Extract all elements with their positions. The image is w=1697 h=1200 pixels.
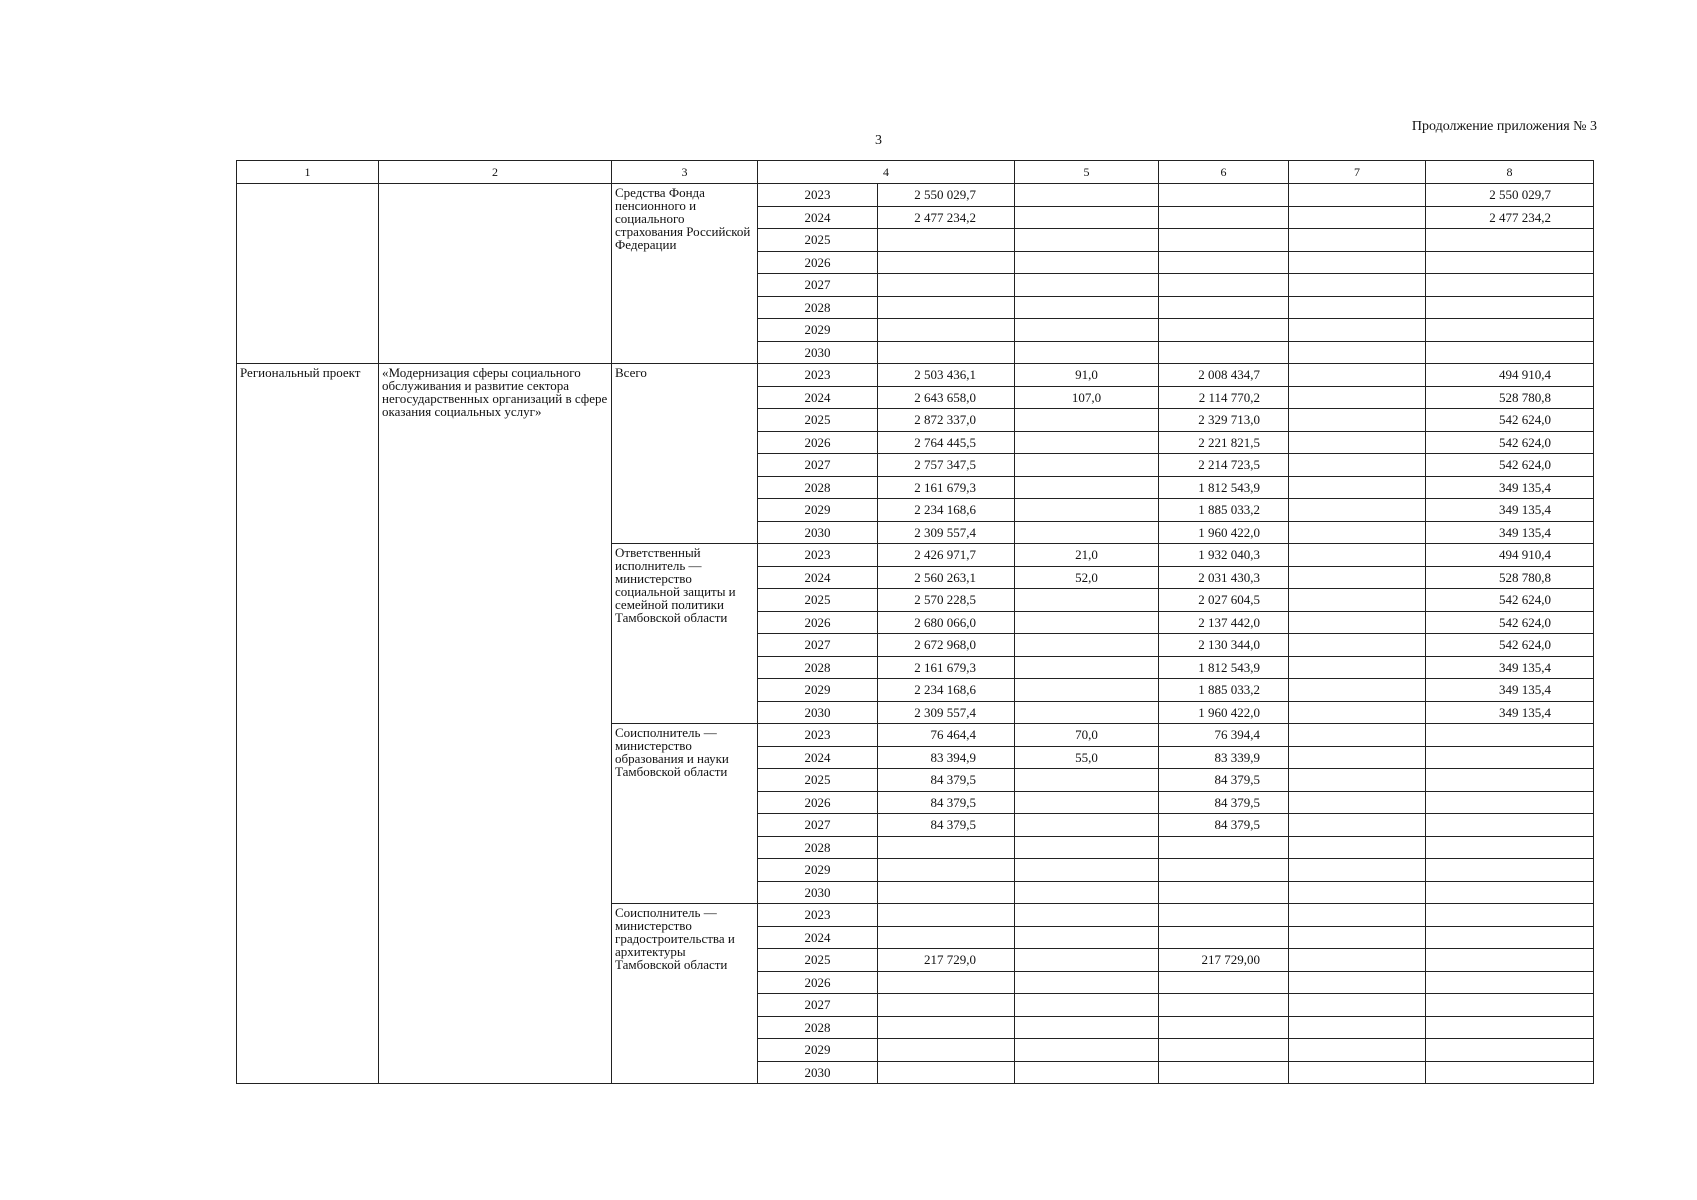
col6-cell: 83 339,9: [1159, 746, 1289, 769]
funding-source-cell: Ответственный исполнитель — министерство социальной защиты и семейной политики Тамбовской области: [612, 544, 758, 724]
col6-cell: 84 379,5: [1159, 769, 1289, 792]
col8-cell: 542 624,0: [1426, 431, 1594, 454]
col5-cell: [1015, 949, 1159, 972]
total-cell: [878, 251, 1015, 274]
year-cell: 2024: [758, 566, 878, 589]
appendix-continuation-heading: Продолжение приложения № 3: [1411, 119, 1597, 134]
col8-cell: 349 135,4: [1426, 656, 1594, 679]
col8-cell: [1426, 274, 1594, 297]
year-cell: 2028: [758, 296, 878, 319]
col7-cell: [1289, 814, 1426, 837]
col8-cell: [1426, 1039, 1594, 1062]
col5-cell: [1015, 859, 1159, 882]
year-cell: 2027: [758, 994, 878, 1017]
year-cell: 2029: [758, 1039, 878, 1062]
total-cell: 2 680 066,0: [878, 611, 1015, 634]
total-cell: 2 872 337,0: [878, 409, 1015, 432]
col7-cell: [1289, 184, 1426, 207]
row-type-cell: Региональный проект: [237, 364, 379, 1084]
col8-cell: 2 477 234,2: [1426, 206, 1594, 229]
col5-cell: [1015, 251, 1159, 274]
col6-cell: [1159, 1061, 1289, 1084]
col8-cell: [1426, 746, 1594, 769]
col5-cell: [1015, 1061, 1159, 1084]
col7-cell: [1289, 724, 1426, 747]
col-header-4: 4: [758, 161, 1015, 184]
col7-cell: [1289, 431, 1426, 454]
column-number-row: [237, 161, 1594, 184]
col8-cell: [1426, 881, 1594, 904]
col5-cell: [1015, 319, 1159, 342]
year-cell: 2029: [758, 499, 878, 522]
year-cell: 2029: [758, 859, 878, 882]
col5-cell: [1015, 814, 1159, 837]
year-cell: 2025: [758, 949, 878, 972]
col5-cell: [1015, 971, 1159, 994]
col5-cell: 55,0: [1015, 746, 1159, 769]
col8-cell: [1426, 994, 1594, 1017]
year-cell: 2028: [758, 656, 878, 679]
col-header-1: 1: [237, 161, 379, 184]
col6-cell: 2 130 344,0: [1159, 634, 1289, 657]
col6-cell: [1159, 319, 1289, 342]
col8-cell: 528 780,8: [1426, 566, 1594, 589]
col7-cell: [1289, 949, 1426, 972]
total-cell: 2 161 679,3: [878, 656, 1015, 679]
col7-cell: [1289, 454, 1426, 477]
col8-cell: [1426, 859, 1594, 882]
funding-source-cell: Соисполнитель — министерство градостроительства и архитектуры Тамбовской области: [612, 904, 758, 1084]
col8-cell: 494 910,4: [1426, 544, 1594, 567]
col5-cell: [1015, 409, 1159, 432]
col6-cell: 1 885 033,2: [1159, 679, 1289, 702]
col5-cell: [1015, 926, 1159, 949]
total-cell: 2 503 436,1: [878, 364, 1015, 387]
col6-cell: 2 031 430,3: [1159, 566, 1289, 589]
col5-cell: [1015, 791, 1159, 814]
col8-cell: 349 135,4: [1426, 679, 1594, 702]
total-cell: [878, 971, 1015, 994]
col6-cell: 1 812 543,9: [1159, 656, 1289, 679]
col6-cell: [1159, 926, 1289, 949]
col-header-6: 6: [1159, 161, 1289, 184]
total-cell: [878, 904, 1015, 927]
col7-cell: [1289, 566, 1426, 589]
col8-cell: 542 624,0: [1426, 454, 1594, 477]
total-cell: [878, 1039, 1015, 1062]
total-cell: [878, 1061, 1015, 1084]
year-cell: 2028: [758, 1016, 878, 1039]
col8-cell: 542 624,0: [1426, 611, 1594, 634]
col8-cell: 542 624,0: [1426, 589, 1594, 612]
col5-cell: [1015, 499, 1159, 522]
col8-cell: [1426, 769, 1594, 792]
col5-cell: [1015, 296, 1159, 319]
col8-cell: 349 135,4: [1426, 701, 1594, 724]
col5-cell: [1015, 634, 1159, 657]
col7-cell: [1289, 274, 1426, 297]
year-cell: 2024: [758, 926, 878, 949]
col7-cell: [1289, 971, 1426, 994]
col5-cell: [1015, 1016, 1159, 1039]
col5-cell: [1015, 881, 1159, 904]
col8-cell: [1426, 296, 1594, 319]
total-cell: [878, 859, 1015, 882]
total-cell: 2 309 557,4: [878, 521, 1015, 544]
total-cell: 2 309 557,4: [878, 701, 1015, 724]
year-cell: 2023: [758, 364, 878, 387]
col7-cell: [1289, 881, 1426, 904]
col5-cell: [1015, 274, 1159, 297]
col7-cell: [1289, 701, 1426, 724]
total-cell: [878, 926, 1015, 949]
col8-cell: 542 624,0: [1426, 634, 1594, 657]
col5-cell: [1015, 994, 1159, 1017]
col8-cell: 2 550 029,7: [1426, 184, 1594, 207]
col7-cell: [1289, 364, 1426, 387]
year-cell: 2028: [758, 836, 878, 859]
total-cell: 2 426 971,7: [878, 544, 1015, 567]
col6-cell: 2 137 442,0: [1159, 611, 1289, 634]
col7-cell: [1289, 634, 1426, 657]
page-number: 3: [875, 133, 882, 148]
total-cell: [878, 881, 1015, 904]
col6-cell: [1159, 206, 1289, 229]
year-cell: 2027: [758, 454, 878, 477]
total-cell: 2 560 263,1: [878, 566, 1015, 589]
col6-cell: [1159, 229, 1289, 252]
col5-cell: [1015, 206, 1159, 229]
col-header-8: 8: [1426, 161, 1594, 184]
col8-cell: [1426, 1061, 1594, 1084]
col6-cell: [1159, 296, 1289, 319]
col7-cell: [1289, 836, 1426, 859]
col8-cell: 542 624,0: [1426, 409, 1594, 432]
year-cell: 2024: [758, 206, 878, 229]
year-cell: 2030: [758, 1061, 878, 1084]
col6-cell: 2 114 770,2: [1159, 386, 1289, 409]
total-cell: [878, 296, 1015, 319]
col5-cell: [1015, 836, 1159, 859]
total-cell: 83 394,9: [878, 746, 1015, 769]
row-name-cell: [379, 184, 612, 364]
total-cell: [878, 229, 1015, 252]
year-cell: 2028: [758, 476, 878, 499]
col7-cell: [1289, 341, 1426, 364]
col8-cell: [1426, 814, 1594, 837]
col6-cell: [1159, 1016, 1289, 1039]
year-cell: 2027: [758, 634, 878, 657]
col7-cell: [1289, 206, 1426, 229]
col5-cell: [1015, 611, 1159, 634]
year-cell: 2027: [758, 814, 878, 837]
col6-cell: [1159, 836, 1289, 859]
col6-cell: 1 960 422,0: [1159, 521, 1289, 544]
col5-cell: [1015, 904, 1159, 927]
col7-cell: [1289, 1061, 1426, 1084]
col8-cell: [1426, 971, 1594, 994]
col7-cell: [1289, 229, 1426, 252]
col7-cell: [1289, 386, 1426, 409]
col8-cell: 349 135,4: [1426, 476, 1594, 499]
col6-cell: [1159, 184, 1289, 207]
year-cell: 2030: [758, 881, 878, 904]
year-cell: 2025: [758, 769, 878, 792]
col7-cell: [1289, 611, 1426, 634]
budget-table-body: [237, 161, 1594, 1084]
row-name-cell: «Модернизация сферы социального обслуживания и развитие сектора негосударственных организаций в сфере оказания социальных услуг»: [379, 364, 612, 1084]
year-cell: 2025: [758, 589, 878, 612]
col6-cell: 217 729,00: [1159, 949, 1289, 972]
year-cell: 2026: [758, 251, 878, 274]
total-cell: [878, 319, 1015, 342]
row-type-cell: [237, 184, 379, 364]
col8-cell: [1426, 319, 1594, 342]
col5-cell: 107,0: [1015, 386, 1159, 409]
col6-cell: 1 812 543,9: [1159, 476, 1289, 499]
col5-cell: 91,0: [1015, 364, 1159, 387]
col7-cell: [1289, 296, 1426, 319]
col7-cell: [1289, 926, 1426, 949]
col8-cell: 349 135,4: [1426, 521, 1594, 544]
year-cell: 2030: [758, 521, 878, 544]
year-cell: 2023: [758, 184, 878, 207]
col6-cell: 2 027 604,5: [1159, 589, 1289, 612]
col-header-2: 2: [379, 161, 612, 184]
col7-cell: [1289, 904, 1426, 927]
total-cell: [878, 274, 1015, 297]
col7-cell: [1289, 521, 1426, 544]
col5-cell: [1015, 769, 1159, 792]
total-cell: 217 729,0: [878, 949, 1015, 972]
col6-cell: 2 214 723,5: [1159, 454, 1289, 477]
year-cell: 2025: [758, 409, 878, 432]
col8-cell: [1426, 926, 1594, 949]
year-cell: 2030: [758, 701, 878, 724]
total-cell: 2 570 228,5: [878, 589, 1015, 612]
total-cell: 84 379,5: [878, 791, 1015, 814]
col6-cell: 2 008 434,7: [1159, 364, 1289, 387]
col8-cell: [1426, 724, 1594, 747]
table-row: [237, 364, 1594, 387]
col6-cell: 84 379,5: [1159, 814, 1289, 837]
col7-cell: [1289, 791, 1426, 814]
year-cell: 2024: [758, 386, 878, 409]
total-cell: 2 757 347,5: [878, 454, 1015, 477]
col6-cell: 1 885 033,2: [1159, 499, 1289, 522]
col7-cell: [1289, 544, 1426, 567]
col7-cell: [1289, 499, 1426, 522]
col7-cell: [1289, 1039, 1426, 1062]
year-cell: 2026: [758, 611, 878, 634]
year-cell: 2024: [758, 746, 878, 769]
col8-cell: 494 910,4: [1426, 364, 1594, 387]
year-cell: 2029: [758, 679, 878, 702]
col5-cell: [1015, 701, 1159, 724]
col7-cell: [1289, 1016, 1426, 1039]
total-cell: [878, 994, 1015, 1017]
col5-cell: [1015, 521, 1159, 544]
year-cell: 2023: [758, 904, 878, 927]
col6-cell: [1159, 904, 1289, 927]
col5-cell: 52,0: [1015, 566, 1159, 589]
col7-cell: [1289, 679, 1426, 702]
total-cell: [878, 341, 1015, 364]
col7-cell: [1289, 994, 1426, 1017]
col5-cell: [1015, 1039, 1159, 1062]
year-cell: 2025: [758, 229, 878, 252]
col6-cell: 76 394,4: [1159, 724, 1289, 747]
col8-cell: [1426, 949, 1594, 972]
col5-cell: [1015, 341, 1159, 364]
col7-cell: [1289, 769, 1426, 792]
col6-cell: [1159, 341, 1289, 364]
col7-cell: [1289, 589, 1426, 612]
col7-cell: [1289, 656, 1426, 679]
total-cell: 84 379,5: [878, 769, 1015, 792]
year-cell: 2026: [758, 791, 878, 814]
year-cell: 2029: [758, 319, 878, 342]
col7-cell: [1289, 251, 1426, 274]
col-header-3: 3: [612, 161, 758, 184]
year-cell: 2026: [758, 431, 878, 454]
col5-cell: [1015, 431, 1159, 454]
col8-cell: [1426, 229, 1594, 252]
col-header-7: 7: [1289, 161, 1426, 184]
funding-source-cell: Всего: [612, 364, 758, 544]
col6-cell: [1159, 274, 1289, 297]
year-cell: 2027: [758, 274, 878, 297]
col6-cell: 1 960 422,0: [1159, 701, 1289, 724]
col-header-5: 5: [1015, 161, 1159, 184]
col5-cell: [1015, 454, 1159, 477]
total-cell: 2 477 234,2: [878, 206, 1015, 229]
col7-cell: [1289, 746, 1426, 769]
col7-cell: [1289, 319, 1426, 342]
total-cell: 84 379,5: [878, 814, 1015, 837]
col6-cell: [1159, 1039, 1289, 1062]
col8-cell: [1426, 341, 1594, 364]
col6-cell: [1159, 881, 1289, 904]
year-cell: 2030: [758, 341, 878, 364]
col7-cell: [1289, 409, 1426, 432]
col6-cell: 84 379,5: [1159, 791, 1289, 814]
col6-cell: [1159, 251, 1289, 274]
col5-cell: [1015, 656, 1159, 679]
total-cell: 2 234 168,6: [878, 499, 1015, 522]
total-cell: 76 464,4: [878, 724, 1015, 747]
col5-cell: 70,0: [1015, 724, 1159, 747]
col5-cell: [1015, 184, 1159, 207]
col6-cell: 2 221 821,5: [1159, 431, 1289, 454]
col7-cell: [1289, 859, 1426, 882]
col8-cell: [1426, 251, 1594, 274]
total-cell: 2 550 029,7: [878, 184, 1015, 207]
funding-source-cell: Соисполнитель — министерство образования и науки Тамбовской области: [612, 724, 758, 904]
year-cell: 2026: [758, 971, 878, 994]
total-cell: [878, 1016, 1015, 1039]
col6-cell: 1 932 040,3: [1159, 544, 1289, 567]
col8-cell: 349 135,4: [1426, 499, 1594, 522]
col5-cell: [1015, 229, 1159, 252]
col8-cell: [1426, 1016, 1594, 1039]
year-cell: 2023: [758, 544, 878, 567]
total-cell: 2 764 445,5: [878, 431, 1015, 454]
budget-table: [236, 160, 1594, 1084]
total-cell: 2 161 679,3: [878, 476, 1015, 499]
col6-cell: [1159, 859, 1289, 882]
col8-cell: 528 780,8: [1426, 386, 1594, 409]
col5-cell: [1015, 476, 1159, 499]
col6-cell: [1159, 971, 1289, 994]
col8-cell: [1426, 836, 1594, 859]
col5-cell: [1015, 679, 1159, 702]
total-cell: 2 643 658,0: [878, 386, 1015, 409]
col7-cell: [1289, 476, 1426, 499]
table-row: [237, 184, 1594, 207]
col5-cell: 21,0: [1015, 544, 1159, 567]
total-cell: 2 672 968,0: [878, 634, 1015, 657]
year-cell: 2023: [758, 724, 878, 747]
col5-cell: [1015, 589, 1159, 612]
total-cell: 2 234 168,6: [878, 679, 1015, 702]
col8-cell: [1426, 904, 1594, 927]
col6-cell: 2 329 713,0: [1159, 409, 1289, 432]
col6-cell: [1159, 994, 1289, 1017]
funding-source-cell: Средства Фонда пенсионного и социального страхования Российской Федерации: [612, 184, 758, 364]
col8-cell: [1426, 791, 1594, 814]
total-cell: [878, 836, 1015, 859]
